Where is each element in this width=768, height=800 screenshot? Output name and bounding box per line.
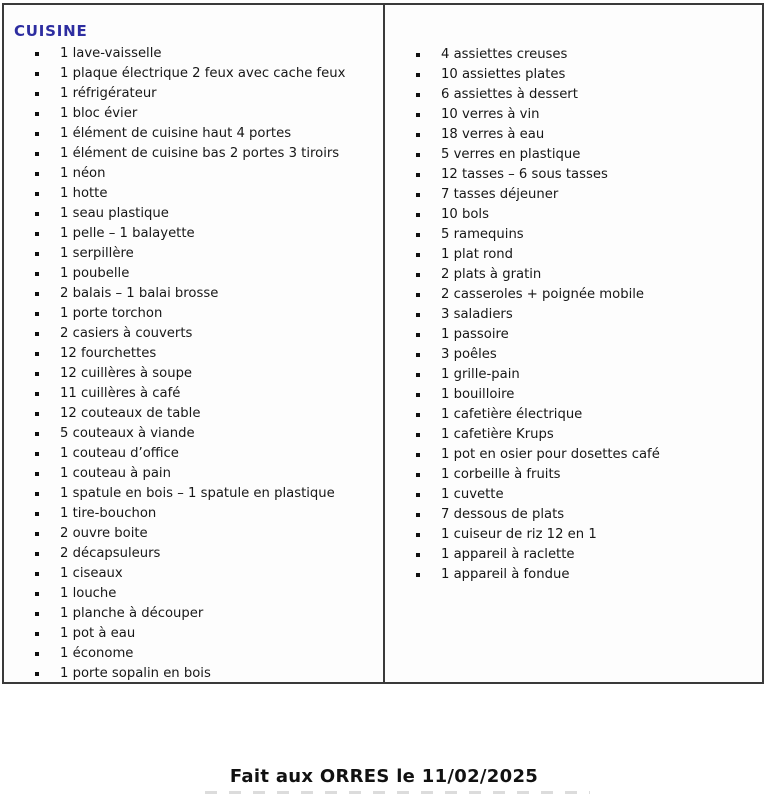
bullet-icon [35,232,39,236]
bullet-icon [416,333,420,337]
list-item-label: 1 pelle – 1 balayette [60,226,195,241]
list-item [35,644,377,664]
list-item [416,525,756,545]
bullet-icon [416,133,420,137]
list-item [416,425,756,445]
list-item-label: 5 couteaux à viande [60,426,195,441]
bullet-icon [35,152,39,156]
list-item [416,245,756,265]
list-item-label: 2 balais – 1 balai brosse [60,286,219,301]
list-item-label: 1 bloc évier [60,106,138,121]
bullet-icon [35,452,39,456]
list-item [35,204,377,224]
list-item [416,125,756,145]
left-column-cell [4,5,383,682]
bullet-icon [416,113,420,117]
right-column-cell [383,5,762,682]
list-item-label: 4 assiettes creuses [441,47,568,62]
list-item-label: 1 planche à découper [60,606,204,621]
list-item [35,464,377,484]
bullet-icon [416,453,420,457]
list-item-label: 1 élément de cuisine bas 2 portes 3 tiroirs [60,146,340,161]
list-item [35,104,377,124]
list-item [35,544,377,564]
list-item [35,324,377,344]
list-item [35,484,377,504]
bullet-icon [35,512,39,516]
bullet-icon [416,353,420,357]
list-item-label: 12 couteaux de table [60,406,201,421]
list-item [416,65,756,85]
bullet-icon [416,313,420,317]
bullet-icon [416,513,420,517]
list-item-label: 1 plat rond [441,247,513,262]
list-item [35,344,377,364]
list-item-label: 3 saladiers [441,307,513,322]
left-item-list [14,44,377,684]
list-item [35,184,377,204]
bullet-icon [416,433,420,437]
list-item [35,404,377,424]
list-item [35,364,377,384]
list-item-label: 2 décapsuleurs [60,546,161,561]
list-item-label: 1 cuvette [441,487,504,502]
bullet-icon [35,372,39,376]
list-item [416,365,756,385]
list-item [416,265,756,285]
list-item-label: 6 assiettes à dessert [441,87,578,102]
bullet-icon [416,73,420,77]
bullet-icon [35,532,39,536]
bullet-icon [35,332,39,336]
list-item-label: 18 verres à eau [441,127,545,142]
bullet-icon [35,472,39,476]
bullet-icon [35,632,39,636]
list-item [416,465,756,485]
list-item-label: 1 corbeille à fruits [441,467,561,482]
list-item [35,264,377,284]
bullet-icon [416,553,420,557]
list-item-label: 1 cafetière Krups [441,427,554,442]
list-item [416,345,756,365]
bullet-icon [416,213,420,217]
list-item [416,325,756,345]
bullet-icon [35,592,39,596]
bullet-icon [416,293,420,297]
list-item-label: 5 verres en plastique [441,147,581,162]
bullet-icon [35,652,39,656]
bullet-icon [35,392,39,396]
bullet-icon [35,572,39,576]
list-item [35,624,377,644]
list-item [416,445,756,465]
bullet-icon [416,93,420,97]
bullet-icon [416,573,420,577]
list-item [35,304,377,324]
list-item-label: 1 couteau à pain [60,466,171,481]
list-item [35,524,377,544]
bullet-icon [416,153,420,157]
list-item-label: 1 couteau d’office [60,446,179,461]
list-item [35,444,377,464]
bullet-icon [35,412,39,416]
list-item-label: 1 ciseaux [60,566,123,581]
list-item-label: 10 assiettes plates [441,67,566,82]
list-item-label: 1 plaque électrique 2 feux avec cache feux [60,66,346,81]
list-item-label: 1 seau plastique [60,206,169,221]
list-item [416,185,756,205]
bullet-icon [416,173,420,177]
bullet-icon [416,253,420,257]
list-item [35,84,377,104]
list-item [35,124,377,144]
list-item-label: 1 passoire [441,327,509,342]
list-item-label: 1 poubelle [60,266,130,281]
cropped-next-line-artifact [205,791,590,794]
bullet-icon [35,292,39,296]
list-item-label: 1 cafetière électrique [441,407,583,422]
list-item-label: 1 serpillère [60,246,134,261]
list-item-label: 12 cuillères à soupe [60,366,193,381]
bullet-icon [35,252,39,256]
bullet-icon [35,492,39,496]
list-item [35,424,377,444]
list-item [35,604,377,624]
list-item-label: 1 spatule en bois – 1 spatule en plastique [60,486,335,501]
list-item-label: 1 pot à eau [60,626,136,641]
list-item-label: 1 tire-bouchon [60,506,157,521]
list-item-label: 1 néon [60,166,106,181]
list-item-label: 1 élément de cuisine haut 4 portes [60,126,292,141]
bullet-icon [35,72,39,76]
list-item [35,284,377,304]
list-item-label: 11 cuillères à café [60,386,181,401]
list-item [416,45,756,65]
list-item [416,405,756,425]
list-item-label: 1 louche [60,586,117,601]
list-item-label: 1 lave-vaisselle [60,46,162,61]
list-item [416,85,756,105]
list-item [35,244,377,264]
list-item-label: 12 fourchettes [60,346,157,361]
list-item-label: 2 ouvre boite [60,526,148,541]
bullet-icon [35,432,39,436]
inventory-table [2,3,764,684]
bullet-icon [416,373,420,377]
list-item-label: 12 tasses – 6 sous tasses [441,167,608,182]
list-item [35,224,377,244]
bullet-icon [35,52,39,56]
bullet-icon [416,233,420,237]
bullet-icon [35,552,39,556]
list-item [416,505,756,525]
list-item [416,565,756,585]
list-item-label: 1 économe [60,646,134,661]
list-item-label: 2 casseroles + poignée mobile [441,287,645,302]
list-item-label: 1 porte sopalin en bois [60,666,211,681]
list-item [416,285,756,305]
bullet-icon [416,53,420,57]
list-item-label: 1 appareil à raclette [441,547,575,562]
bullet-icon [35,112,39,116]
bullet-icon [35,272,39,276]
list-item [35,664,377,684]
bullet-icon [35,92,39,96]
list-item [416,385,756,405]
bullet-icon [35,672,39,676]
right-item-list [395,45,756,585]
bullet-icon [35,612,39,616]
list-item [35,44,377,64]
bullet-icon [416,393,420,397]
list-item [35,564,377,584]
list-item-label: 7 tasses déjeuner [441,187,559,202]
list-item-label: 1 porte torchon [60,306,163,321]
list-item [35,164,377,184]
footer-date-line: Fait aux ORRES le 11/02/2025 [229,766,539,787]
list-item-label: 1 réfrigérateur [60,86,157,101]
list-item-label: 2 plats à gratin [441,267,542,282]
list-item-label: 1 cuiseur de riz 12 en 1 [441,527,597,542]
list-item-label: 2 casiers à couverts [60,326,193,341]
bullet-icon [416,493,420,497]
bullet-icon [416,413,420,417]
list-item [416,105,756,125]
section-title: CUISINE [14,22,88,40]
list-item-label: 10 verres à vin [441,107,540,122]
list-item-label: 10 bols [441,207,489,222]
list-item [416,145,756,165]
bullet-icon [35,312,39,316]
bullet-icon [416,473,420,477]
list-item-label: 1 hotte [60,186,108,201]
list-item-label: 1 bouilloire [441,387,515,402]
list-item [416,225,756,245]
list-item [35,584,377,604]
list-item [416,545,756,565]
list-item-label: 5 ramequins [441,227,524,242]
bullet-icon [416,533,420,537]
list-item [416,485,756,505]
list-item [416,205,756,225]
list-item-label: 7 dessous de plats [441,507,565,522]
bullet-icon [416,193,420,197]
list-item [416,305,756,325]
list-item [35,384,377,404]
bullet-icon [416,273,420,277]
bullet-icon [35,352,39,356]
list-item [35,144,377,164]
list-item-label: 3 poêles [441,347,497,362]
list-item [416,165,756,185]
bullet-icon [35,132,39,136]
list-item-label: 1 grille-pain [441,367,520,382]
list-item-label: 1 pot en osier pour dosettes café [441,447,660,462]
list-item [35,504,377,524]
bullet-icon [35,212,39,216]
bullet-icon [35,172,39,176]
bullet-icon [35,192,39,196]
list-item [35,64,377,84]
list-item-label: 1 appareil à fondue [441,567,570,582]
